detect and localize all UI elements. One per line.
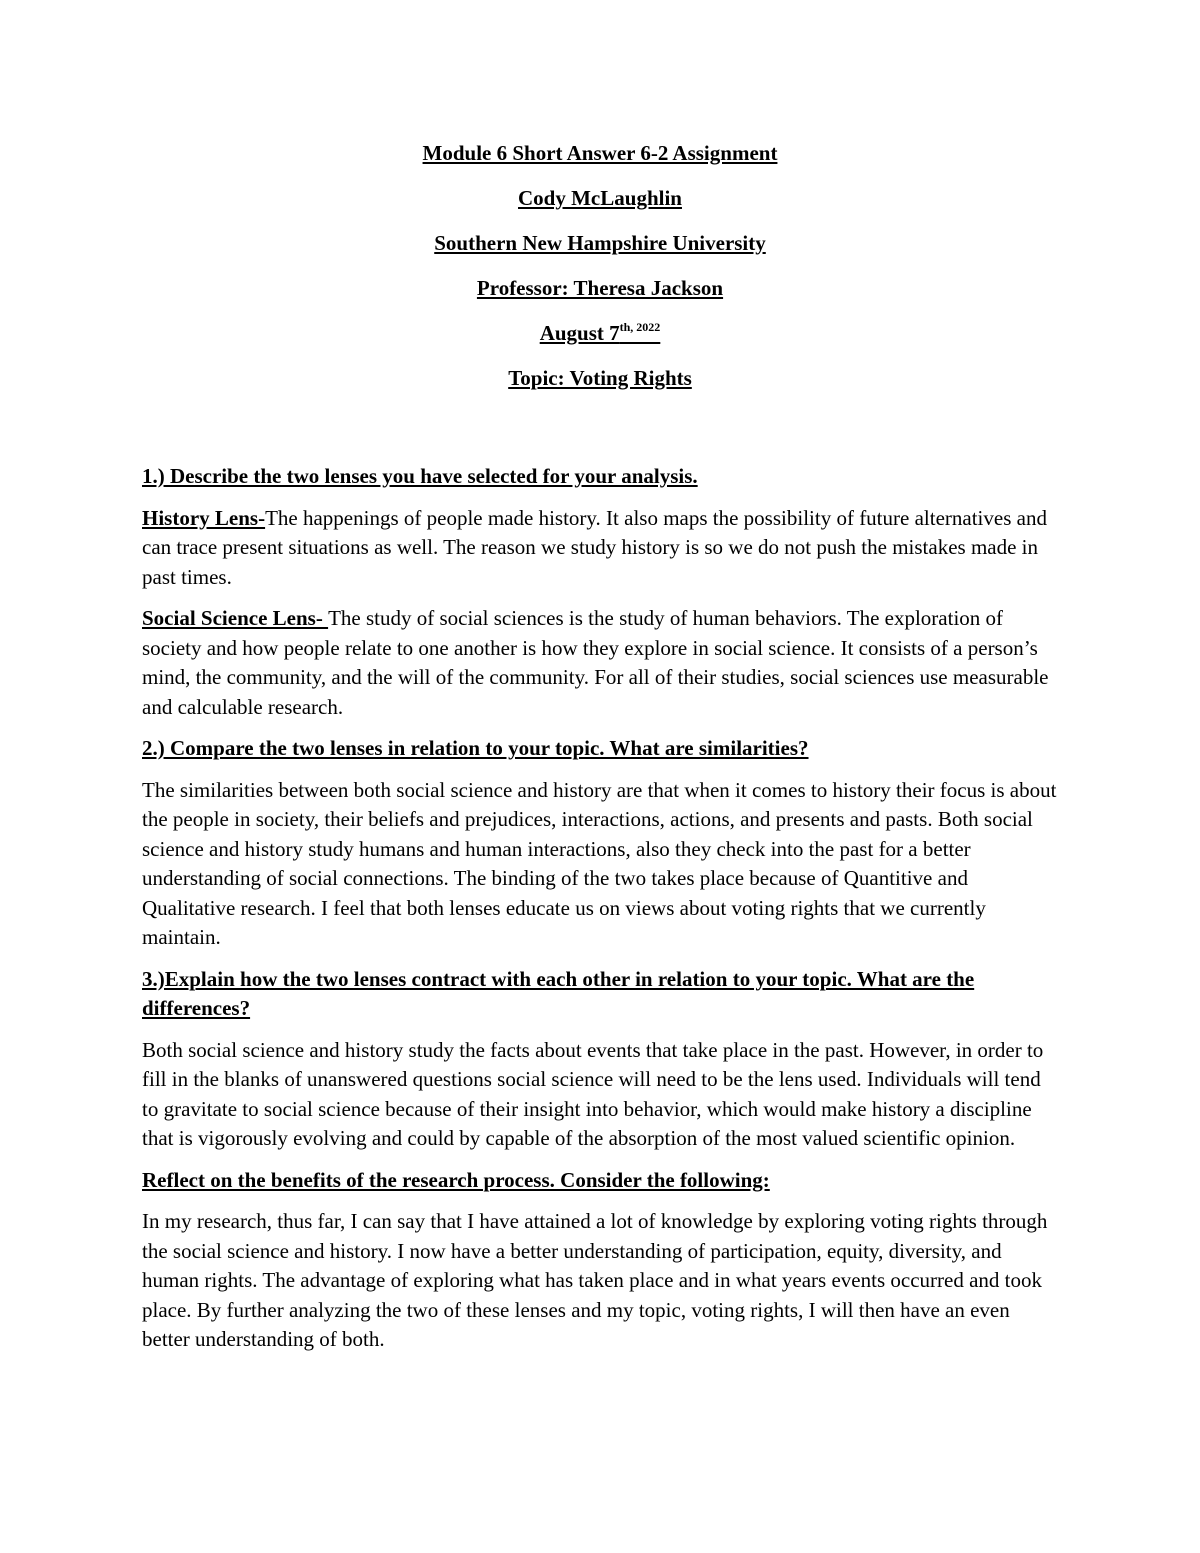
social-science-lens-paragraph [142,604,1062,722]
assignment-title: Module 6 Short Answer 6-2 Assignment [422,141,778,165]
title-block [0,142,1200,412]
date-month: August 7 [539,321,620,345]
author-name: Cody McLaughlin [518,186,682,210]
history-lens-paragraph [142,504,1062,593]
social-science-lens-label: Social Science Lens- [142,606,329,630]
history-lens-label: History Lens- [142,505,266,530]
answer-3: Both social science and history study the facts about events that take place in the past. However, in order to fill in the blanks of unanswered questions social science will need to be the lens used. Individuals will tend to gravitate to social science because of their insight into behavior, which would make history a discipline that is vigorously evolving and could by capable of the absorption of the most valued scientific opinion. [142,1037,1044,1150]
social-science-lens-text: The study of social sciences is the study of human behaviors. The exploration of society and how people relate to one another is how they explore in social science. It consists of a person’s mind, the community, and the will of the community. For all of their studies, social sciences use measurable and calculable research. [142,606,1049,719]
professor-name: Professor: Theresa Jackson [476,276,724,300]
answer-4: In my research, thus far, I can say that I have attained a lot of knowledge by exploring voting rights through the social science and history. I now have a better understanding of participation, equity, diversity, and human rights. The advantage of exploring what has taken place and in what years events occurred and took place. By further analyzing the two of these lenses and my topic, voting rights, I will then have an even better understanding of both. [142,1209,1048,1351]
question-2: 2.) Compare the two lenses in relation to your topic. What are similarities? [142,736,809,760]
topic-line: Topic: Voting Rights [508,366,692,390]
question-3: 3.)Explain how the two lenses contract with each other in relation to your topic. What are the differences? [142,966,975,1020]
submission-date [0,322,1200,367]
document-body [142,462,1062,1367]
date-superscript: th, 2022 [619,320,661,334]
history-lens-text: The happenings of people made history. It also maps the possibility of future alternatives and can trace present situations as well. The reason we study history is so we do not push the mistakes made in past times. [142,505,1047,589]
question-4: Reflect on the benefits of the research process. Consider the following: [142,1167,770,1192]
answer-2: The similarities between both social science and history are that when it comes to history their focus is about the people in society, their beliefs and prejudices, interactions, actions, and presents and pasts. Both social science and history study humans and human interactions, also they check into the past for a better understanding of social connections. The binding of the two takes place because of Quantitive and Qualitative research. I feel that both lenses educate us on views about voting rights that we currently maintain. [142,777,1057,949]
institution-name: Southern New Hampshire University [434,231,766,255]
question-1: 1.) Describe the two lenses you have selected for your analysis. [142,464,698,488]
